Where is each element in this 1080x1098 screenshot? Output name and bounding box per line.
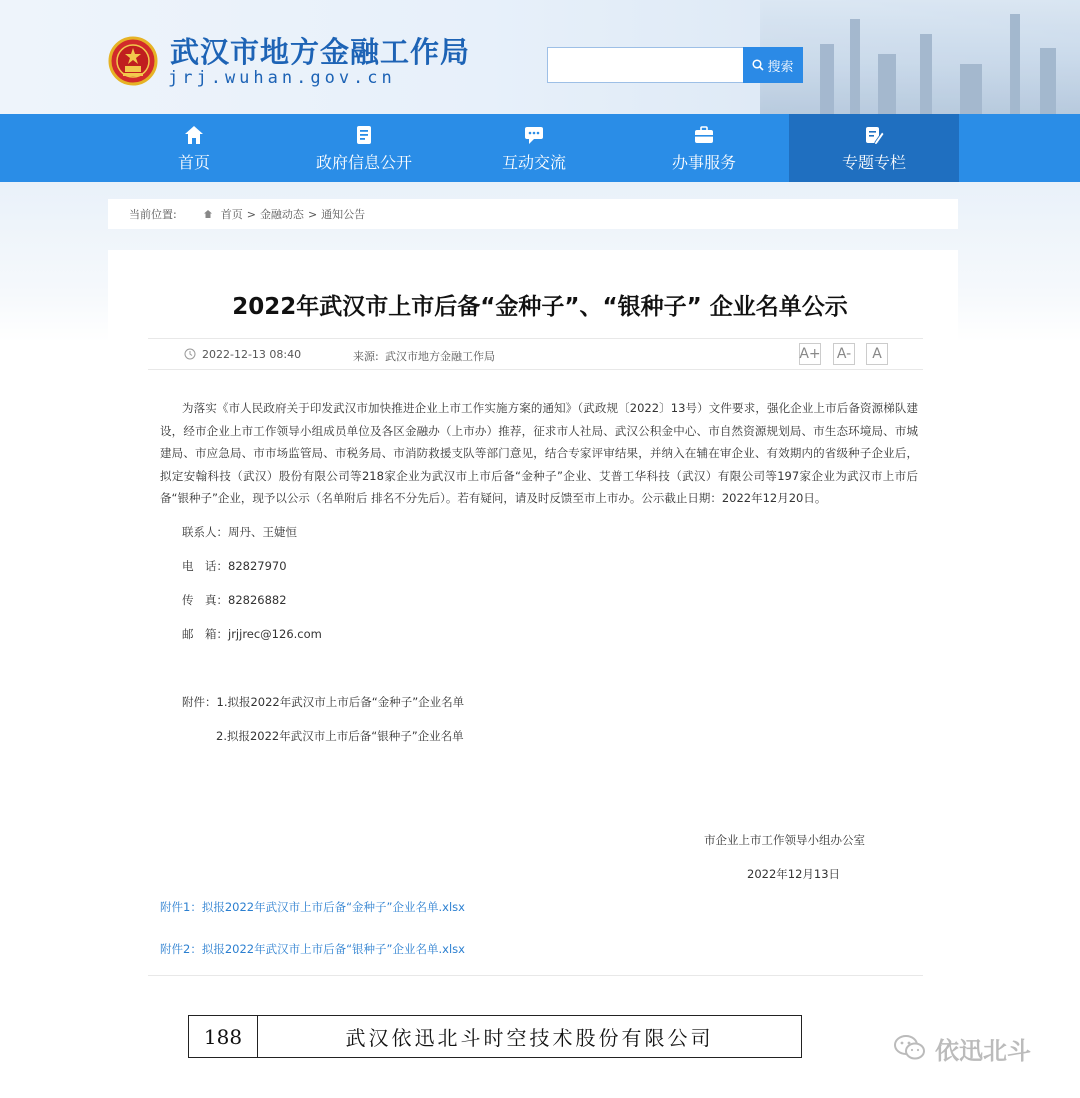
font-increase-button[interactable] [799, 343, 821, 365]
row-number: 188 [189, 1016, 258, 1057]
article-source: 武汉市地方金融工作局 [385, 350, 495, 363]
nav-item-home[interactable] [109, 114, 279, 182]
attachment-download-link-1[interactable]: 附件1：拟报2022年武汉市上市后备“金种子”企业名单.xlsx [160, 900, 465, 914]
home-icon [203, 209, 213, 219]
site-header [0, 0, 1080, 114]
nav-item-label: 办事服务 [671, 152, 736, 172]
breadcrumb-separator: > [307, 207, 318, 221]
nav-item-label: 专题专栏 [841, 152, 906, 172]
site-domain: jrj.wuhan.gov.cn [168, 68, 396, 88]
contact-fax: 传 真：82826882 [182, 593, 287, 607]
clock-icon [184, 348, 196, 360]
edit-icon [863, 124, 885, 146]
main-nav [0, 114, 1080, 182]
breadcrumb-separator: > [246, 207, 256, 221]
font-increase-label: A+ [799, 346, 821, 362]
attachment-list-second: 2.拟报2022年武汉市上市后备“银种子”企业名单 [216, 729, 464, 743]
article-meta [148, 338, 923, 370]
signer-organization: 市企业上市工作领导小组办公室 [704, 833, 865, 847]
national-emblem-icon [108, 36, 158, 86]
breadcrumb-notices[interactable]: 通知公告 [321, 208, 366, 221]
search-input[interactable] [547, 47, 744, 83]
watermark [893, 1030, 1031, 1066]
publish-date: 2022-12-13 08:40 [202, 348, 302, 361]
article-body: 为落实《市人民政府关于印发武汉市加快推进企业上市工作实施方案的通知》（武政规〔2022〕13号）文件要求，强化企业上市后备资源梯队建设，经市企业上市工作领导小组成员单位及各区金融办（上市办）推荐，征求市人社局、武汉公积金中心、市自然资源规划局、市生态环境局、市城建局、市应急局、市市场监管局、市税务局、市消防救援支队等部门意见，结合专家评审结果，并纳入在辅在审企业、有效期内的省级种子企业后，拟定安翰科技（武汉）股份有限公司等218家企业为武汉市上市后备“金种子”企业、艾普工华科技（武汉）有限公司等197家企业为武汉市上市后备“银种子”企业，现予以公示（名单附后 排名不分先后）。若有疑问，请及时反馈至市上市办。公示截止日期：2022年12月20日。 [160, 401, 918, 505]
site-title: 武汉市地方金融工作局 [170, 35, 471, 69]
attachment-download-link-2[interactable]: 附件2：拟报2022年武汉市上市后备“银种子”企业名单.xlsx [160, 942, 465, 956]
company-name: 武汉依迅北斗时空技术股份有限公司 [345, 1026, 714, 1050]
breadcrumb-financial-news[interactable]: 金融动态 [259, 208, 304, 221]
nav-item-gov-info[interactable] [279, 114, 449, 182]
search-icon [752, 59, 764, 71]
breadcrumb-home[interactable]: 首页 [220, 208, 243, 221]
nav-item-label: 互动交流 [501, 152, 566, 172]
wechat-icon [893, 1033, 927, 1063]
font-decrease-label: A- [836, 346, 852, 362]
watermark-text: 依迅北斗 [935, 1036, 1031, 1065]
home-icon [183, 124, 205, 146]
document-icon [353, 124, 375, 146]
nav-item-label: 首页 [177, 152, 210, 172]
search-button-label: 搜索 [767, 59, 794, 75]
nav-item-interaction[interactable] [449, 114, 619, 182]
company-table-row [188, 1015, 802, 1058]
contact-email: 邮 箱：jrjjrec@126.com [182, 627, 322, 641]
font-default-label: A [872, 346, 882, 362]
font-default-button[interactable] [866, 343, 888, 365]
contact-person: 联系人：周丹、王婕恒 [182, 525, 297, 539]
briefcase-icon [693, 124, 715, 146]
header-skyline-background [760, 0, 1080, 114]
nav-item-services[interactable] [619, 114, 789, 182]
source-label: 来源: [353, 350, 379, 363]
font-decrease-button[interactable] [833, 343, 855, 365]
chat-icon [523, 124, 545, 146]
article-title: 2022年武汉市上市后备“金种子”、“银种子” 企业名单公示 [232, 294, 848, 320]
breadcrumb [108, 199, 958, 229]
nav-item-special-topics[interactable] [789, 114, 959, 182]
signer-date: 2022年12月13日 [747, 867, 841, 881]
search-button[interactable] [743, 47, 803, 83]
breadcrumb-label: 当前位置: [129, 208, 177, 221]
article-divider [148, 975, 923, 976]
contact-phone: 电 话：82827970 [182, 559, 287, 573]
attachment-list-first: 附件：1.拟报2022年武汉市上市后备“金种子”企业名单 [182, 695, 465, 709]
article-content [160, 397, 918, 510]
nav-item-label: 政府信息公开 [315, 152, 412, 172]
